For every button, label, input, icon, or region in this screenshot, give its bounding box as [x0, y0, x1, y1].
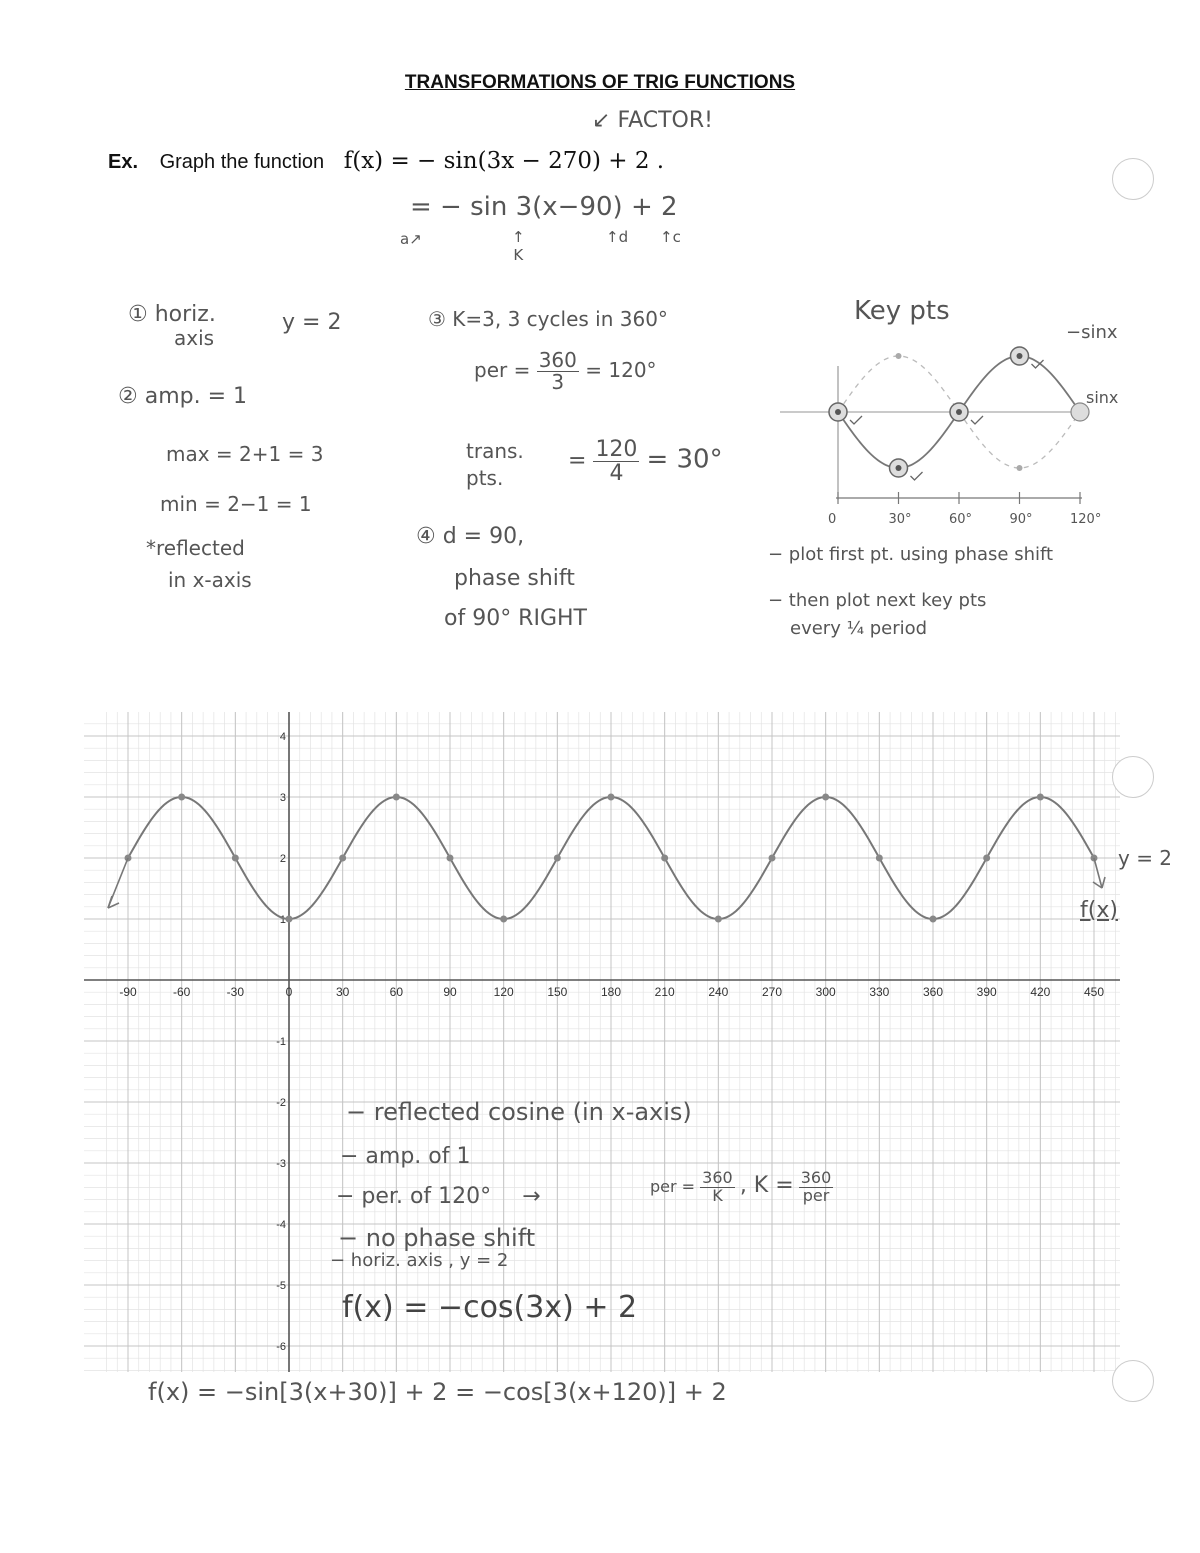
- binder-hole-middle: [1112, 756, 1154, 798]
- neg-sin-label: −sinx: [1066, 322, 1118, 343]
- x-tick-label: 450: [1083, 985, 1105, 999]
- check-icon: [911, 472, 923, 480]
- result-equation: f(x) = −cos(3x) + 2: [342, 1290, 638, 1325]
- x-tick-label: 240: [708, 985, 729, 999]
- step1-heading: ① horiz.: [128, 302, 216, 327]
- x-tick-label: 390: [976, 985, 997, 999]
- x-tick-label: 120: [493, 985, 514, 999]
- y-tick-label: 3: [279, 792, 286, 804]
- x-tick-label: 270: [761, 985, 783, 999]
- arrow-down-left-icon: ↙: [592, 108, 611, 133]
- y-tick-label: 1: [279, 914, 286, 926]
- key-point: [876, 855, 883, 862]
- key-pts-note-2: − then plot next key pts: [768, 590, 987, 611]
- x-tick-label: 420: [1030, 985, 1051, 999]
- y-tick-label: -6: [276, 1341, 286, 1353]
- x-tick-label: 90: [443, 985, 457, 999]
- x-tick-label: -30: [226, 985, 245, 999]
- asymptote-label: y = 2: [1118, 846, 1173, 870]
- key-point: [339, 855, 346, 862]
- y-tick-label: 2: [279, 853, 286, 865]
- key-point: [232, 855, 239, 862]
- key-point-marker: [1071, 403, 1089, 421]
- graph-note-1: − reflected cosine (in x-axis): [346, 1098, 692, 1126]
- factored-k-label: ↑ K: [512, 228, 525, 264]
- key-point: [661, 855, 668, 862]
- x-tick-label: 0: [285, 985, 293, 999]
- min-value: min = 2−1 = 1: [160, 492, 312, 516]
- y-tick-label: -5: [276, 1280, 286, 1292]
- fx-label: f(x): [1080, 898, 1118, 923]
- key-point: [1037, 794, 1044, 801]
- y-tick-label: 4: [279, 731, 286, 743]
- key-point-dot: [896, 465, 902, 471]
- x-tick-label: 360: [922, 985, 944, 999]
- graph-note-2: − amp. of 1: [340, 1144, 471, 1169]
- sketch-tick-label: 0: [828, 512, 837, 527]
- binder-hole-bottom: [1112, 1360, 1154, 1402]
- example-function: f(x) = − sin(3x − 270) + 2 .: [343, 148, 665, 174]
- x-tick-label: 180: [600, 985, 622, 999]
- key-point: [500, 916, 507, 923]
- check-icon: [850, 416, 862, 424]
- x-tick-label: -60: [172, 985, 191, 999]
- sketch-tick-label: 60°: [949, 512, 973, 527]
- graph-note-5: − horiz. axis , y = 2: [330, 1250, 509, 1271]
- key-point-dot: [1017, 353, 1023, 359]
- sin-reference-dot: [1017, 465, 1023, 471]
- key-point: [608, 794, 615, 801]
- key-point: [983, 855, 990, 862]
- binder-hole-top: [1112, 158, 1154, 200]
- step1-axis-label: axis: [174, 326, 215, 350]
- factor-note: ↙ FACTOR!: [592, 108, 713, 133]
- key-pts-title: Key pts: [854, 296, 950, 326]
- per-formula: per = $\frac{360}{K}$ , K = $\frac{360}{\text{per}}$: [650, 1168, 832, 1205]
- step2-amplitude: ② amp. = 1: [118, 384, 248, 409]
- key-point: [393, 794, 400, 801]
- key-point: [930, 916, 937, 923]
- bottom-equation: f(x) = −sin[3(x+30)] + 2 = −cos[3(x+120)] + 2: [148, 1378, 727, 1406]
- trans-pts-label: trans. pts.: [466, 439, 524, 490]
- key-point-dot: [835, 409, 841, 415]
- phase-shift-note: phase shift: [454, 566, 575, 591]
- factored-d-label: ↑d: [606, 228, 629, 246]
- key-point: [447, 855, 454, 862]
- phase-shift-note-2: of 90° RIGHT: [444, 606, 587, 631]
- max-value: max = 2+1 = 3: [166, 442, 324, 466]
- sketch-tick-label: 30°: [888, 512, 912, 527]
- graph-note-3: − per. of 120° →: [336, 1184, 541, 1209]
- y-tick-label: -1: [276, 1036, 286, 1048]
- example-line: [108, 148, 664, 174]
- y-tick-label: -3: [276, 1158, 286, 1170]
- sin-label: sinx: [1086, 388, 1119, 407]
- key-point-dot: [956, 409, 962, 415]
- check-icon: [971, 416, 983, 424]
- trans-pts-calc: = $\frac{120}{4}$ = 30°: [568, 437, 723, 487]
- key-point: [286, 916, 293, 923]
- example-label: Ex.: [108, 151, 139, 173]
- y-tick-label: -4: [276, 1219, 286, 1231]
- sketch-tick-label: 90°: [1009, 512, 1033, 527]
- key-points-sketch: [770, 330, 1100, 540]
- sketch-tick-label: 120°: [1070, 512, 1102, 527]
- page-title: TRANSFORMATIONS OF TRIG FUNCTIONS: [404, 72, 796, 93]
- y-tick-label: -2: [276, 1097, 286, 1109]
- key-pts-note-1: − plot first pt. using phase shift: [768, 544, 1054, 565]
- step4-shift: ④ d = 90,: [416, 524, 525, 549]
- example-prompt: Graph the function: [159, 151, 325, 173]
- x-tick-label: 150: [547, 985, 568, 999]
- reflected-note: *reflected: [146, 536, 245, 560]
- factored-a-label: a↗: [400, 230, 422, 248]
- key-point: [715, 916, 722, 923]
- factored-expression: = − sin 3(x−90) + 2: [410, 192, 678, 222]
- x-tick-label: 60: [389, 985, 404, 999]
- key-point: [822, 794, 829, 801]
- step3-cycles: ③ K=3, 3 cycles in 360°: [428, 307, 668, 331]
- graph-note-4: − no phase shift: [338, 1224, 536, 1252]
- x-tick-label: -90: [119, 985, 137, 999]
- factored-c-label: ↑c: [660, 228, 681, 246]
- x-tick-label: 300: [815, 985, 836, 999]
- x-tick-label: 30: [335, 985, 350, 999]
- period-calc: per = $\frac{360}{3}$ = 120°: [474, 348, 657, 394]
- sin-reference-dot: [896, 353, 902, 359]
- x-tick-label: 210: [654, 985, 675, 999]
- step1-value: y = 2: [282, 310, 342, 335]
- key-pts-note-3: every ¼ period: [790, 618, 928, 639]
- main-graph: [84, 712, 1120, 1372]
- x-tick-label: 330: [869, 985, 890, 999]
- key-point: [554, 855, 561, 862]
- key-point: [769, 855, 776, 862]
- reflected-note-2: in x-axis: [168, 568, 252, 592]
- key-point: [178, 794, 185, 801]
